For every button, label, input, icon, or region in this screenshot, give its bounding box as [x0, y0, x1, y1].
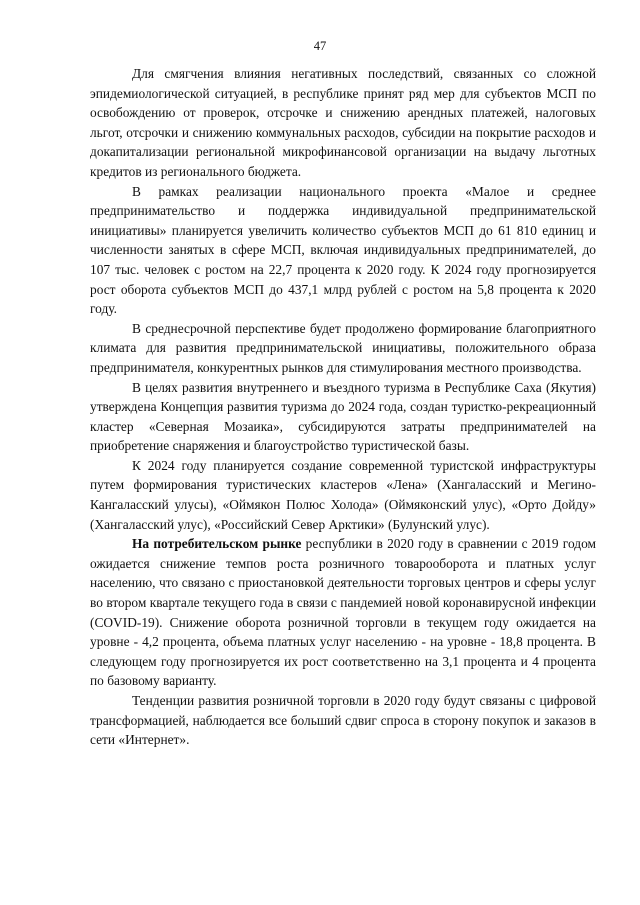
consumer-market-text: республики в 2020 году в сравнении с 2019 годом ожидается снижение темпов роста розничного товарооборота и платных услуг населению, что связано с приостановкой деятельности торговых центров и сферы услуг во втором квартале текущего года в связи с пандемией новой коронавирусной инфекции (COVID-19). Снижение оборота розничной торговли в текущем году ожидается на уровне - 4,2 процента, объема платных услуг населению - на уровне - 18,8 процента. В следующем году прогнозируется их рост соответственно на 3,1 процента и 4 процента по базовому варианту.	[90, 536, 596, 689]
paragraph-msp-support-measures: Для смягчения влияния негативных последствий, связанных со сложной эпидемиологической ситуацией, в республике принят ряд мер для субъектов МСП по освобождению от проверок, отсрочке и снижению арендных платежей, налоговых льгот, отсрочки и снижению коммунальных расходов, субсидии на покрытие расходов и докапитализации региональной микрофинансовой организации на выдачу льготных кредитов из регионального бюджета.	[90, 66, 596, 179]
paragraph-tourism-concept: В целях развития внутреннего и въездного туризма в Республике Саха (Якутия) утверждена Концепция развития туризма до 2024 года, создан туристко-рекреационный кластер «Северная Мозаика», субсидируются затраты предпринимателей на приобретение снаряжения и благоустройство туристической базы.	[90, 379, 596, 454]
paragraph-tourism-clusters: К 2024 году планируется создание современной туристской инфраструктуры путем формирования туристических кластеров «Лена» (Хангаласский и Мегино-Кангаласский улусы), «Оймякон Полюс Холода» (Оймяконский улус), «Орто Дойду» (Хангаласский улус), «Российский Север Арктики» (Булунский улус).	[90, 457, 596, 532]
paragraph-consumer-market	[90, 534, 596, 691]
document-body	[90, 64, 596, 750]
paragraph-retail-trends: Тенденции развития розничной торговли в 2020 году будут связаны с цифровой трансформацией, наблюдается все больший сдвиг спроса в сторону покупок и заказов в сети «Интернет».	[90, 693, 596, 748]
page-number: 47	[313, 39, 327, 53]
paragraph-medium-term: В среднесрочной перспективе будет продолжено формирование благоприятного климата для развития предпринимательской инициативы, положительного образа предпринимателя, конкурентных рынков для стимулирования местного производства.	[90, 320, 596, 375]
paragraph-national-project: В рамках реализации национального проекта «Малое и среднее предпринимательство и поддержка индивидуальной предпринимательской инициативы» планируется увеличить количество субъектов МСП до 61 810 единиц и численности занятых в сфере МСП, включая индивидуальных предпринимателей, до 107 тыс. человек с ростом на 22,7 процента к 2020 году. К 2024 году прогнозируется рост оборота субъектов МСП до 437,1 млрд рублей с ростом на 5,8 процента к 2020 году.	[90, 183, 596, 317]
consumer-market-heading: На потребительском рынке	[132, 536, 302, 552]
